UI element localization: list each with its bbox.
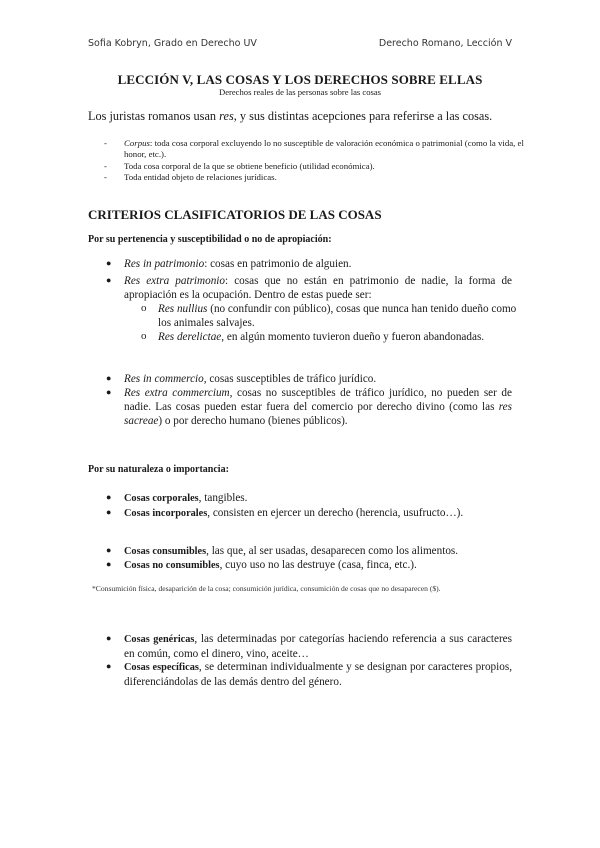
list-item: Cosas específicas, se determinan individualmente y se designan por caracteres propios, diferenciándolas de las demás dentro del género. — [124, 661, 512, 688]
bullet-icon: ● — [106, 633, 112, 643]
list-subitem: Res nullius (no confundir con público), cosas que nunca han tenido dueño como los animales salvajes. — [158, 303, 517, 329]
list-item: Res in commercio, cosas susceptibles de tráfico jurídico. — [124, 373, 377, 385]
acepcion-item: Corpus: toda cosa corporal excluyendo lo no susceptible de valoración económica o patrimonial (como la vida, el honor, etc.). — [124, 138, 524, 159]
header-right: Derecho Romano, Lección V — [378, 38, 512, 49]
intro-before: Los juristas romanos usan — [88, 109, 220, 123]
bullet-icon: ● — [106, 387, 112, 397]
intro-term: res — [219, 109, 234, 123]
dash-marker: - — [104, 161, 107, 171]
bullet-icon: ● — [106, 545, 112, 555]
bullet-icon: ● — [106, 661, 112, 671]
circle-bullet-icon: o — [141, 330, 147, 342]
circle-bullet-icon: o — [141, 302, 147, 314]
list-subitem: Res derelictae, en algún momento tuvieron dueño y fueron abandonadas. — [158, 331, 485, 343]
dash-marker: - — [104, 138, 107, 148]
bullet-icon: ● — [106, 492, 112, 502]
intro-paragraph — [88, 109, 492, 124]
acepcion-item: Toda cosa corporal de la que se obtiene beneficio (utilidad económica). — [124, 161, 375, 171]
criterion1-title: Por su pertenencia y susceptibilidad o no de apropiación: — [88, 234, 332, 245]
bullet-icon: ● — [106, 275, 112, 285]
list-item: Res in patrimonio: cosas en patrimonio de alguien. — [124, 258, 352, 270]
bullet-icon: ● — [106, 258, 112, 268]
list-item: Cosas corporales, tangibles. — [124, 492, 248, 504]
section-title: CRITERIOS CLASIFICATORIOS DE LAS COSAS — [88, 207, 382, 222]
bullet-icon: ● — [106, 373, 112, 383]
page-title: LECCIÓN V, LAS COSAS Y LOS DERECHOS SOBRE ELLAS — [117, 72, 483, 87]
list-item: Cosas incorporales, consisten en ejercer un derecho (herencia, usufructo…). — [124, 507, 464, 519]
acepciones-list — [0, 138, 600, 188]
criterion2-title: Por su naturaleza o importancia: — [88, 464, 229, 475]
intro-after: , y sus distintas acepciones para referirse a las cosas. — [233, 109, 493, 123]
footnote: *Consumición física, desaparición de la cosa; consumición jurídica, consumición de cosas que no desaparecen ($). — [92, 584, 441, 593]
list-item: Res extra patrimonio: cosas que no están en patrimonio de nadie, la forma de apropiación es la ocupación. Dentro de estas puede ser: — [124, 275, 513, 301]
list-item: Cosas genéricas, las determinadas por categorías haciendo referencia a sus caracteres en común, como el dinero, vino, aceite… — [124, 633, 513, 660]
bullet-icon: ● — [106, 507, 112, 517]
bullet-icon: ● — [106, 559, 112, 569]
page-subtitle: Derechos reales de las personas sobre las cosas — [218, 87, 382, 97]
list-item: Res extra commercium, cosas no susceptibles de tráfico jurídico, no pueden ser de nadie. Las cosas pueden estar fuera del comercio por derecho divino (como las res sacreae) o por derecho humano (bienes públicos). — [124, 387, 512, 427]
acepcion-item: Toda entidad objeto de relaciones jurídicas. — [124, 172, 277, 182]
dash-marker: - — [104, 172, 107, 182]
list-item: Cosas no consumibles, cuyo uso no las destruye (casa, finca, etc.). — [124, 559, 417, 571]
list-item: Cosas consumibles, las que, al ser usadas, desaparecen como los alimentos. — [124, 545, 459, 557]
header-left: Sofia Kobryn, Grado en Derecho UV — [88, 38, 257, 49]
